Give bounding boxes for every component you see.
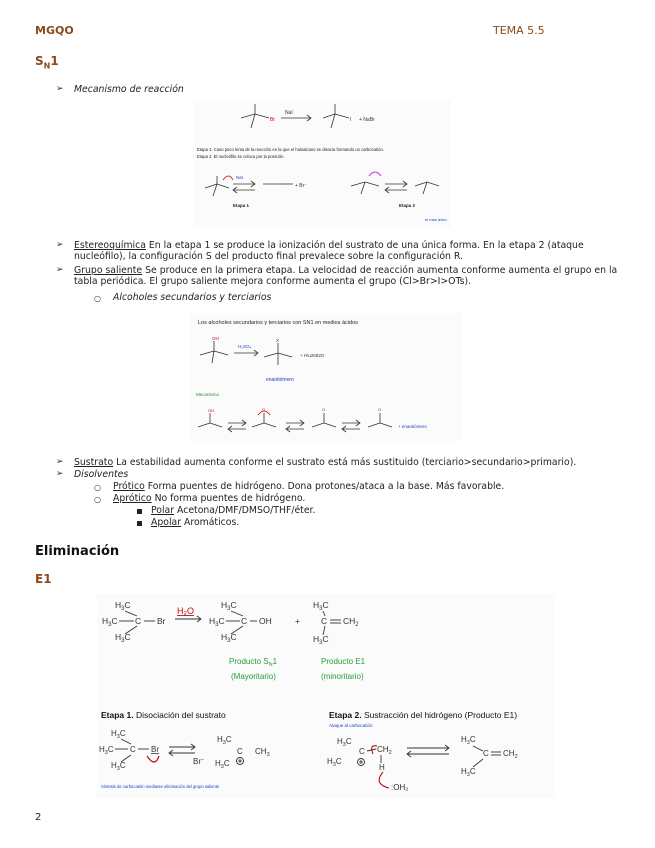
svg-text:H3C: $H_3C$ [115,600,131,612]
apolar-aprotic-item: Apolar Aromáticos. [151,517,240,528]
svg-text:H3C: $H_3C$ [313,600,329,612]
svg-text:O: O [378,407,382,412]
e1-heading: E1 [35,572,52,586]
svg-text:H3C: $H_3C$ [102,616,118,628]
fig3-stage2: Etapa 2. Sustracción del hidrógeno (Producto E1) [329,710,518,720]
solvents-label: Disolventes [74,469,129,480]
fig1-lower-reagent: NaI [236,175,244,180]
svg-text:C: C [241,616,248,626]
aprotic-solvent-item: Aprótico No forma puentes de hidrógeno. [113,493,306,504]
fig3-product-e1: Producto E1 [321,657,366,666]
svg-text:H3C: $H_3C$ [337,737,352,748]
fig3-stage1: Etapa 1. Disociación del sustrato [101,710,226,720]
svg-text:C: C [321,616,328,626]
fig1-stage2-text: Etapa 2. El nucleófilo se coloca por la posición. [197,154,285,159]
arrow-bullet-icon: ➢ [56,457,64,467]
svg-text:H3C: $H_3C$ [209,616,225,628]
svg-text:H: H [379,763,385,772]
header-topic: TEMA 5.5 [493,24,545,37]
section-title-sn1: $S_N1$ [35,54,59,71]
fig2-mech-label: Mecanismo [196,392,220,397]
fig3-water: :OH₂ [391,783,409,792]
svg-text:H3C: $H_3C$ [111,729,126,740]
fig1-lower-stage2: Etapa 2 [399,203,416,208]
fig1-note: el más lento [425,217,447,222]
fig2-reagent: H₂SO₄ [238,344,252,349]
svg-text:+ H\u2082O: + H\u2082O [300,353,325,358]
elimination-heading: Eliminación [35,544,120,559]
fig2-caption: Los alcoholes secundarios y terciarios con SN1 en medios ácidos [198,320,358,326]
protic-solvent-item: Prótico Forma puentes de hidrógeno. Dona protones/ataca a la base. Más favorable. [113,481,505,492]
alcohols-sn1-figure [190,313,462,441]
svg-text:H3C: $H_3C$ [461,735,476,746]
fig3-plus: + [295,616,300,626]
square-bullet-icon [137,521,142,526]
e1-mechanism-figure [97,594,555,798]
sn1-mechanism-figure [193,100,451,228]
svg-text:C: C [135,616,142,626]
arrow-bullet-icon: ➢ [56,469,64,479]
leaving-group-paragraph: Grupo saliente Se produce en la primera etapa. La velocidad de reacción aumenta conforme aumenta el grupo en la tabla periódica. El grupo saliente mejora conforme aumenta el grupo (Cl>Br>I>OTs). [74,265,618,288]
svg-text:OH: OH [259,616,272,626]
svg-text:H3C: $H_3C$ [217,735,232,746]
arrow-bullet-icon: ➢ [56,84,64,94]
circle-bullet-icon: ○ [94,495,101,504]
svg-text:H3C: $H_3C$ [111,761,126,772]
svg-text:CH2: $CH_2$ [343,616,359,628]
svg-text:O: O [322,407,326,412]
fig1-stage1-text: Etapa 1. Caso poco lenta de la reacción en la que el haloalcano se disocia formando un carbocatión. [197,147,384,152]
svg-text:H3C: $H_3C$ [115,632,131,644]
page-number: 2 [35,812,42,823]
arrow-bullet-icon: ➢ [56,265,64,275]
svg-text:X: X [276,338,280,343]
svg-text:H3C: $H_3C$ [313,634,329,646]
fig3-product-sn1-note: (Mayoritario) [231,672,276,681]
header-course: MGQO [35,24,74,37]
svg-text:Br: Br [270,117,275,123]
svg-text:H3C: $H_3C$ [221,632,237,644]
svg-text:C: C [237,747,243,756]
fig3-reagent: H₂O [177,606,194,616]
svg-text:H3C: $H_3C$ [99,745,114,756]
fig3-stage2-note: Ataque al carbocatión [329,723,373,728]
svg-text:CH3: $CH_3$ [255,747,270,758]
svg-text:H3C: $H_3C$ [461,767,476,778]
svg-text:H3C: $H_3C$ [327,757,342,768]
svg-text:CH2: $CH_2$ [377,745,392,756]
svg-text:I: I [350,117,352,123]
svg-text:C: C [130,745,136,754]
fig1-product-tail: + NaBr [359,117,375,123]
fig3-product-e1-note: (minoritario) [321,672,364,681]
stereochemistry-paragraph: Estereoquímica En la etapa 1 se produce la ionización del sustrato de una única forma. En la etapa 2 (ataque nucleófilo), la configuración S del producto final prevalece sobre la configuración R. [74,240,584,263]
svg-text:CH2: $CH_2$ [503,749,518,760]
fig3-stage1-note: Síntesis de carbocatión mediante eliminación del grupo saliente [101,784,220,789]
svg-text:H3C: $H_3C$ [215,759,230,770]
fig3-product-sn1: Producto $S_N1$ [229,657,278,668]
svg-text:Br: Br [151,745,159,754]
circle-bullet-icon: ○ [94,294,101,303]
alcohols-label: Alcoholes secundarios y terciarios [113,292,272,303]
svg-text:H3C: $H_3C$ [221,600,237,612]
fig2-tail: + enantiómero [398,424,427,429]
fig1-lower-stage1: Etapa 1 [233,203,250,208]
fig3-leaving: Br [157,616,166,626]
arrow-bullet-icon: ➢ [56,240,64,250]
svg-text:C: C [483,749,489,758]
svg-text:Br−: Br− [193,757,205,766]
svg-text:O: O [262,407,266,412]
circle-bullet-icon: ○ [94,483,101,492]
fig1-reagent: NaI [285,110,293,116]
svg-text:C: C [359,747,365,756]
square-bullet-icon [137,509,142,514]
svg-text:OH: OH [208,408,214,413]
fig2-product-label: enantiómero [266,377,294,383]
mechanism-label: Mecanismo de reacción [74,84,184,95]
fig1-lower-tail: + Br⁻ [295,183,307,189]
substrate-paragraph: Sustrato La estabilidad aumenta conforme el sustrato está más sustituido (terciario>secundario>primario). [74,457,577,468]
svg-text:OH: OH [212,336,219,341]
polar-aprotic-item: Polar Acetona/DMF/DMSO/THF/éter. [151,505,316,516]
